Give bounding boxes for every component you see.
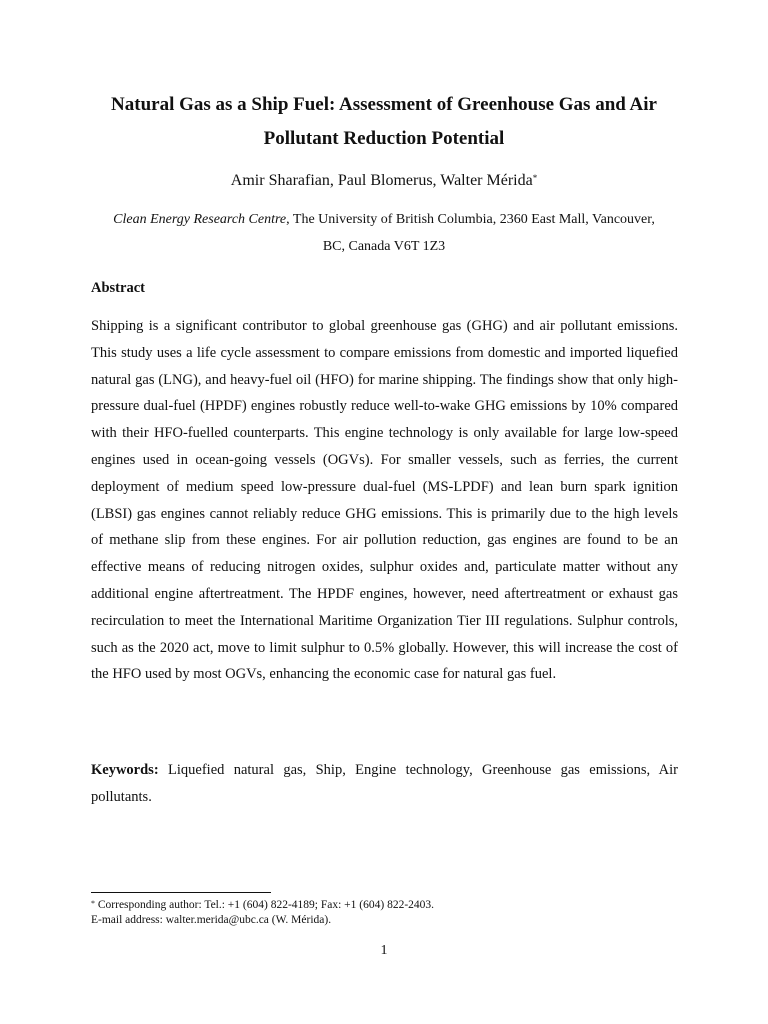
affiliation-address: , The University of British Columbia, 2360 East Mall, Vancouver,	[286, 212, 655, 227]
footnote-email: E-mail address: walter.merida@ubc.ca (W. Mérida).	[91, 914, 332, 926]
footnote-contact: Corresponding author: Tel.: +1 (604) 822-4189; Fax: +1 (604) 822-2403.	[95, 899, 435, 911]
footnote-marker: *	[91, 899, 95, 908]
footnote-divider	[91, 892, 271, 893]
author-names: Amir Sharafian, Paul Blomerus, Walter Mérida	[230, 172, 533, 189]
paper-title-line-2: Pollutant Reduction Potential	[263, 128, 505, 149]
affiliation	[80, 206, 688, 260]
footnote	[91, 898, 678, 928]
keywords	[91, 757, 678, 811]
paper-title	[60, 88, 708, 156]
keywords-label: Keywords:	[91, 762, 159, 778]
paper-title-line-1: Natural Gas as a Ship Fuel: Assessment of Greenhouse Gas and Air	[111, 94, 657, 115]
corresponding-author-marker: *	[532, 173, 538, 183]
page-number: 1	[380, 943, 388, 958]
affiliation-institution: Clean Energy Research Centre	[113, 212, 287, 227]
abstract-text: Shipping is a significant contributor to global greenhouse gas (GHG) and air pollutant emissions. This study uses a life cycle assessment to compare emissions from domestic and imported liquefied natural gas (LNG), and heavy-fuel oil (HFO) for marine shipping. The findings show that only high-pressure dual-fuel (HPDF) engines robustly reduce well-to-wake GHG emissions by 10% compared with their HFO-fuelled counterparts. This engine technology is only available for large low-speed engines used in ocean-going vessels (OGVs). For smaller vessels, such as ferries, the current deployment of medium speed low-pressure dual-fuel (MS-LPDF) and lean burn spark ignition (LBSI) gas engines cannot reliably reduce GHG emissions. This is primarily due to the high levels of methane slip from these engines. For air pollution reduction, gas engines are found to be an effective means of reducing nitrogen oxides, sulphur oxides and, particulate matter without any additional engine aftertreatment. The HPDF engines, however, need aftertreatment or exhaust gas recirculation to meet the International Maritime Organization Tier III regulations. Sulphur controls, such as the 2020 act, move to limit sulphur to 0.5% globally. However, this will increase the cost of the HFO used by most OGVs, enhancing the economic case for natural gas fuel.	[91, 318, 678, 683]
affiliation-address-line-2: BC, Canada V6T 1Z3	[322, 239, 446, 254]
abstract-heading: Abstract	[91, 280, 145, 296]
author-list	[60, 170, 708, 192]
keywords-list: Liquefied natural gas, Ship, Engine technology, Greenhouse gas emissions, Air pollutants.	[91, 762, 678, 805]
